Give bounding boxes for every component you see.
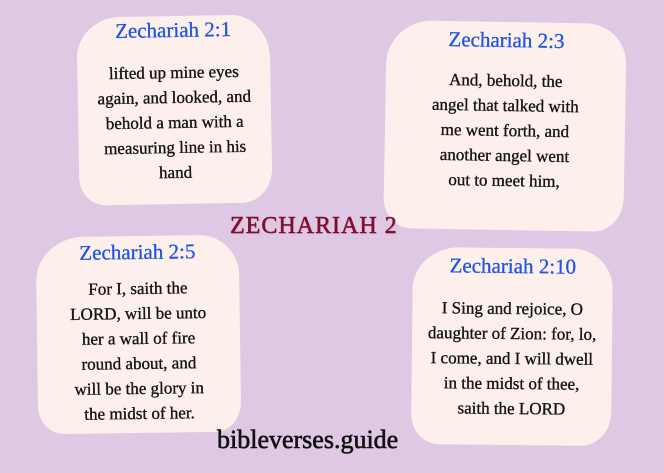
chapter-title: ZECHARIAH 2: [230, 213, 398, 239]
verse-line: lifted up mine eyes: [108, 61, 239, 84]
verse-text: [36, 275, 241, 428]
verse-line: out to meet him,: [448, 170, 560, 191]
verse-card-zechariah-2-1: [76, 14, 272, 205]
verse-text: [384, 66, 626, 195]
verse-reference: Zechariah 2:10: [449, 253, 577, 279]
verse-text: [411, 295, 612, 422]
verse-line: measuring line in his: [103, 136, 247, 159]
verse-reference: Zechariah 2:1: [114, 17, 232, 44]
verse-line: round about, and: [81, 353, 197, 374]
verse-line: I Sing and rejoice, O: [441, 298, 584, 319]
verse-line: daughter of Zion: for, lo,: [427, 323, 597, 344]
verse-card-zechariah-2-10: [411, 247, 613, 446]
verse-reference: Zechariah 2:5: [79, 239, 196, 265]
verse-card-zechariah-2-5: [36, 235, 242, 435]
verse-line: me went forth, and: [440, 119, 570, 142]
verse-line: saith the LORD: [457, 398, 566, 419]
verse-line: hand: [158, 162, 193, 183]
verse-line: For I, saith the: [88, 278, 188, 299]
verse-card-zechariah-2-3: [383, 20, 627, 232]
verse-line: the midst of her.: [84, 403, 195, 424]
verse-line: I come, and I will dwell: [430, 348, 594, 369]
verse-line: again, and looked, and: [97, 86, 252, 109]
verse-reference: Zechariah 2:3: [448, 27, 565, 54]
verse-line: angel that talked with: [431, 94, 579, 117]
verse-line: in the midst of thee,: [443, 373, 580, 394]
verse-line: behold a man with a: [105, 111, 244, 134]
verse-line: And, behold, the: [448, 70, 563, 91]
verse-line: her a wall of fire: [81, 328, 196, 349]
verse-line: LORD, will be unto: [70, 303, 207, 324]
verse-text: [77, 58, 272, 186]
verse-line: another angel went: [439, 144, 570, 167]
verse-line: will be the glory in: [74, 378, 205, 399]
site-watermark: bibleverses.guide: [217, 425, 399, 454]
